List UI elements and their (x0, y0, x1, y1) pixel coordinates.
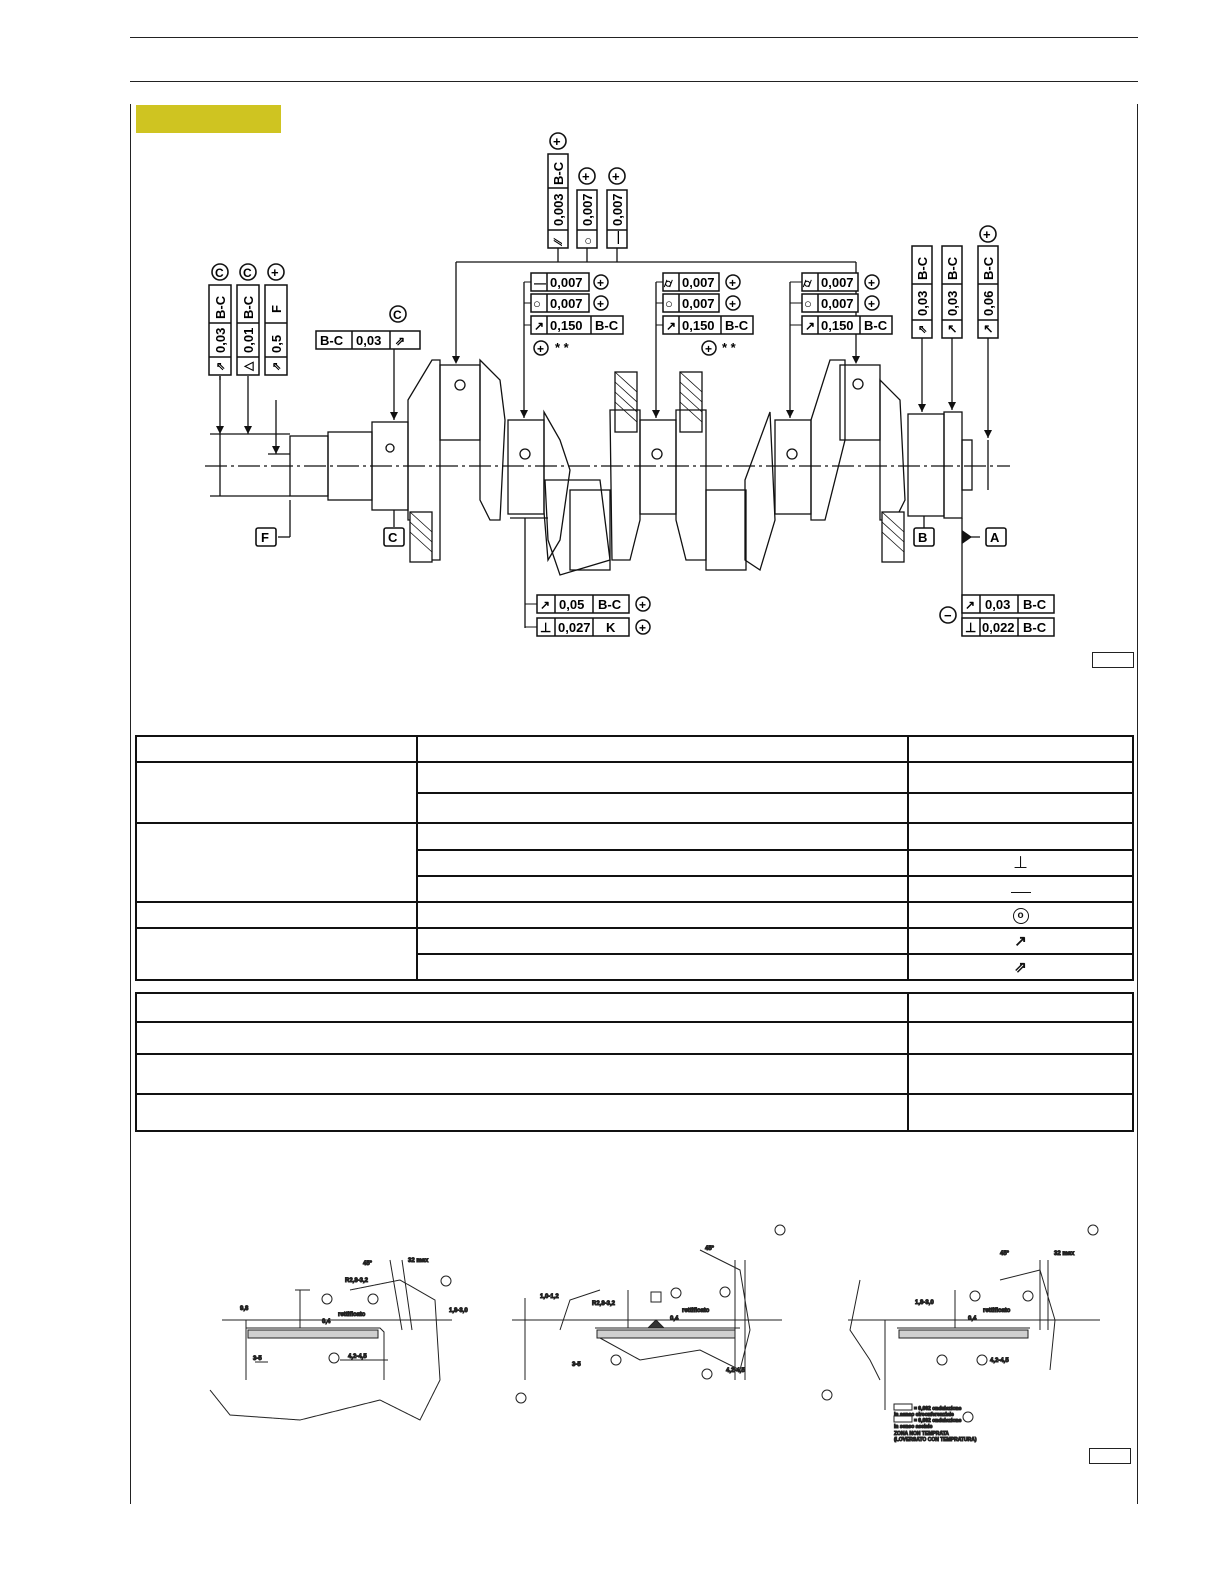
table-row (136, 1054, 1133, 1094)
d3-d: 4,2-4,5 (990, 1358, 1009, 1364)
cylindricity-icon: ⌭ (803, 276, 812, 290)
d1-a: 45° (363, 1261, 373, 1267)
d3-e: 0,4 (968, 1316, 977, 1322)
top-frame-1-value: 0,003 (551, 193, 566, 226)
br-1-value: 0,03 (985, 597, 1011, 612)
top-tolerance-frames (548, 133, 627, 248)
d1-f: 3-5 (253, 1356, 262, 1362)
right-frame-3-mod: + (983, 227, 991, 242)
bm-2-ref: K (606, 620, 616, 635)
d3-c: rettificato (983, 1308, 1011, 1314)
straightness-icon: — (534, 276, 546, 290)
plus-sign: + (729, 276, 737, 290)
top-frame-2-mod: + (582, 169, 590, 184)
triangle-icon: △ (241, 361, 255, 371)
c-frame-ref: B-C (320, 333, 344, 348)
runout-total-icon: ⇗ (395, 334, 406, 348)
table-row (136, 823, 1133, 850)
d2-f: 0,4 (670, 1316, 679, 1322)
left-frame-3-ref: F (269, 305, 284, 313)
c-frame-mod: C (393, 308, 402, 322)
plus-sign: + (705, 342, 713, 356)
left-frame-1-value: 0,03 (213, 327, 228, 353)
right-frame-3-ref: B-C (981, 256, 996, 280)
g2-b-value: 0,007 (682, 296, 715, 311)
d3-note-2: in senso circonferenziale (894, 1412, 954, 1418)
d1-c: R2,8-3,2 (345, 1278, 369, 1284)
plus-sign: + (729, 297, 737, 311)
d1-d: rettificato (338, 1312, 366, 1318)
detail-2 (512, 1225, 785, 1403)
detail-3 (822, 1225, 1100, 1443)
table-row (136, 736, 1133, 762)
perpendicularity-icon: ⊥ (965, 620, 977, 635)
crankshaft-drawing (0, 0, 1224, 700)
top-frame-2-value: 0,007 (580, 193, 595, 226)
top-frame-1-mod: + (553, 134, 561, 149)
top-frame-1-ref: B-C (551, 161, 566, 185)
g2-c-ref: B-C (725, 318, 749, 333)
parallel-icon: ∕∕ (551, 239, 565, 244)
g1-stars: * * (555, 340, 569, 355)
runout-icon: ↗ (981, 323, 995, 334)
d3-note-1: = 0,002 ondulazione (914, 1406, 962, 1412)
d3-b: 32 max (1054, 1251, 1075, 1257)
d2-b: 45° (705, 1246, 715, 1252)
plus-sign: + (537, 342, 545, 356)
d2-c: rettificato (682, 1308, 710, 1314)
d1-b: 32 max (408, 1258, 429, 1264)
right-tolerance-frames (912, 226, 998, 338)
runout-total-icon: ⇗ (271, 361, 283, 371)
left-tolerance-frames (209, 264, 287, 375)
d2-a: R2,8-3,2 (592, 1301, 616, 1307)
left-frame-2-mod: C (243, 266, 252, 280)
d3-f: 1,8-3,0 (915, 1300, 934, 1306)
journal-group-3 (790, 273, 892, 334)
runout-total-icon: ⇗ (1014, 959, 1027, 976)
symbols-table (135, 735, 1134, 981)
right-frame-1-value: 0,03 (915, 290, 930, 316)
perpendicularity-icon: ⊥ (1013, 853, 1028, 872)
journal-group-1 (524, 273, 623, 356)
c-frame-value: 0,03 (356, 333, 382, 348)
left-frame-1-ref: B-C (213, 295, 228, 319)
table-row (136, 1094, 1133, 1131)
plus-sign: + (639, 598, 647, 612)
d3-note-6: (LOVERSATO CON TEMPRATURA) (894, 1437, 977, 1443)
circle-icon: ○ (665, 296, 673, 311)
bm-2-value: 0,027 (558, 620, 591, 635)
straightness-icon: — (610, 231, 625, 244)
figure-number-box (1089, 1448, 1131, 1464)
d3-note-5: ZONA NON TEMPRATA (894, 1431, 949, 1437)
runout-icon: ↗ (534, 319, 545, 333)
g3-a-value: 0,007 (821, 275, 854, 290)
runout-total-icon: ⇗ (917, 324, 929, 334)
datum-b: B (918, 530, 928, 545)
cylindricity-icon: ⌭ (664, 276, 673, 290)
right-frame-2-ref: B-C (945, 256, 960, 280)
runout-icon: ↗ (666, 319, 677, 333)
d1-h: 9,8 (240, 1306, 249, 1312)
minus-sign: − (944, 608, 952, 623)
fillet-details (0, 1220, 1224, 1480)
br-1-ref: B-C (1023, 597, 1047, 612)
plus-sign: + (868, 276, 876, 290)
runout-icon: ↗ (540, 598, 551, 612)
g2-stars: * * (722, 340, 736, 355)
bm-1-value: 0,05 (559, 597, 585, 612)
table-row (136, 762, 1133, 793)
top-frame-3-value: 0,007 (610, 193, 625, 226)
table-row (136, 993, 1133, 1022)
g3-c-ref: B-C (864, 318, 888, 333)
left-frame-2-ref: B-C (241, 295, 256, 319)
plus-sign: + (597, 276, 605, 290)
d2-g: 1,0-1,2 (540, 1294, 559, 1300)
runout-icon: ↗ (965, 598, 976, 612)
br-2-value: 0,022 (982, 620, 1015, 635)
left-frame-3-value: 0,5 (269, 334, 284, 353)
runout-total-icon: ⇗ (215, 361, 227, 371)
g2-a-value: 0,007 (682, 275, 715, 290)
plus-sign: + (597, 297, 605, 311)
g3-c-value: 0,150 (821, 318, 854, 333)
datum-a: A (990, 530, 1000, 545)
plus-sign: + (639, 621, 647, 635)
left-frame-2-value: 0,01 (241, 327, 256, 353)
br-2-ref: B-C (1023, 620, 1047, 635)
table-row (136, 1022, 1133, 1054)
g1-b-value: 0,007 (550, 296, 583, 311)
g1-a-value: 0,007 (550, 275, 583, 290)
top-frame-3-mod: + (612, 169, 620, 184)
perpendicularity-icon: ⊥ (540, 620, 552, 635)
right-frame-2-value: 0,03 (945, 290, 960, 316)
straightness-icon (1011, 892, 1031, 893)
datum-f: F (261, 530, 269, 545)
d3-note-4: in senso assiale (894, 1424, 933, 1430)
c-tolerance-frame (316, 306, 420, 349)
d1-i: 1,8-3,0 (449, 1308, 468, 1314)
left-frame-3-mod: + (271, 265, 279, 280)
bottom-mid-frames (525, 595, 650, 636)
bottom-right-frames (940, 595, 1054, 636)
left-frame-1-mod: C (215, 266, 224, 280)
detail-1 (210, 1258, 468, 1420)
d2-e: 3-5 (572, 1362, 581, 1368)
d3-note-3: = 0,002 ondulazione (914, 1418, 962, 1424)
g1-c-value: 0,150 (550, 318, 583, 333)
figure-number-box (1092, 652, 1134, 668)
runout-icon: ↗ (805, 319, 816, 333)
right-frame-1-ref: B-C (915, 256, 930, 280)
d3-a: 45° (1000, 1251, 1010, 1257)
journal-group-2 (656, 273, 753, 356)
circle-icon: ○ (580, 237, 595, 245)
concentricity-icon: o (1013, 908, 1029, 924)
plus-sign: + (868, 297, 876, 311)
table-row (136, 928, 1133, 954)
d1-g: 0,4 (322, 1319, 331, 1325)
g3-b-value: 0,007 (821, 296, 854, 311)
classes-table (135, 992, 1134, 1132)
bm-1-ref: B-C (598, 597, 622, 612)
datum-c: C (388, 530, 398, 545)
runout-icon: ↗ (945, 323, 959, 334)
right-frame-3-value: 0,06 (981, 290, 996, 316)
circle-icon: ○ (533, 296, 541, 311)
g1-c-ref: B-C (595, 318, 619, 333)
circle-icon: ○ (804, 296, 812, 311)
g2-c-value: 0,150 (682, 318, 715, 333)
d1-e: 4,2-4,5 (348, 1354, 367, 1360)
d2-d: 4,2-4,5 (726, 1368, 745, 1374)
table-row (136, 902, 1133, 928)
runout-icon: ↗ (1014, 933, 1027, 950)
